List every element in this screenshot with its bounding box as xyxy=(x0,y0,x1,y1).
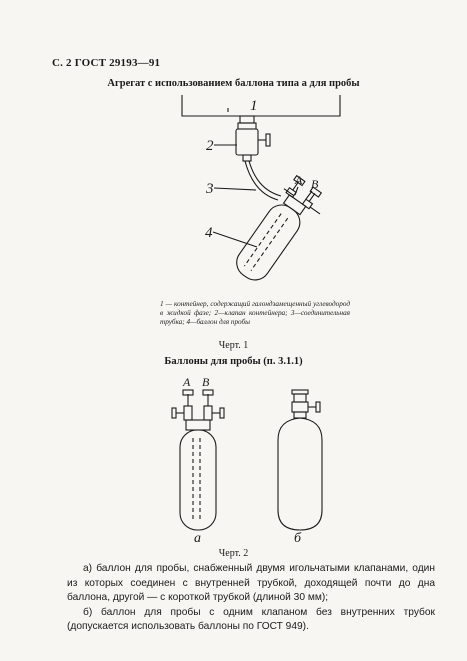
page-header: С. 2 ГОСТ 29193—91 xyxy=(52,57,161,69)
figure1-label-3: 3 xyxy=(206,181,214,197)
figure1-label-2: 2 xyxy=(206,138,214,154)
paragraph-a: а) баллон для пробы, снабженный двумя игольчатыми клапанами, один из которых соединен с внутренней трубкой, доходящей почти до дна баллона, другой — с короткой трубкой (длиной 30 мм); xyxy=(67,563,435,603)
body-text xyxy=(67,562,435,635)
figure2-caption: Черт. 2 xyxy=(218,548,249,559)
figure1-caption: Черт. 1 xyxy=(218,340,249,351)
figure1-label-4: 4 xyxy=(205,225,213,241)
figure2-label-B: В xyxy=(202,375,210,389)
figure1-title: Агрегат с использованием баллона типа а для пробы xyxy=(107,78,360,89)
figure1-drawing xyxy=(0,0,467,300)
figure1-legend: 1 — контейнер, содержащий галондзамещенный углеводород в жидкой фазе; 2—клапан контейнера; 3—соединительная трубка; 4—баллон для пробы xyxy=(160,300,350,327)
figure1-label-1: 1 xyxy=(250,98,258,114)
paragraph-b: б) баллон для пробы с одним клапаном без внутренних трубок (допускается использовать баллоны по ГОСТ 949). xyxy=(67,606,435,632)
figure2-title: Баллоны для пробы (п. 3.1.1) xyxy=(164,356,303,367)
figure2-label-A: А xyxy=(183,375,191,389)
figure1-label-A: А xyxy=(295,173,303,187)
figure2-drawing xyxy=(0,370,467,545)
figure2-label-b: б xyxy=(294,531,302,545)
figure2-label-a: а xyxy=(194,531,201,545)
figure1-label-B: В xyxy=(311,177,319,191)
